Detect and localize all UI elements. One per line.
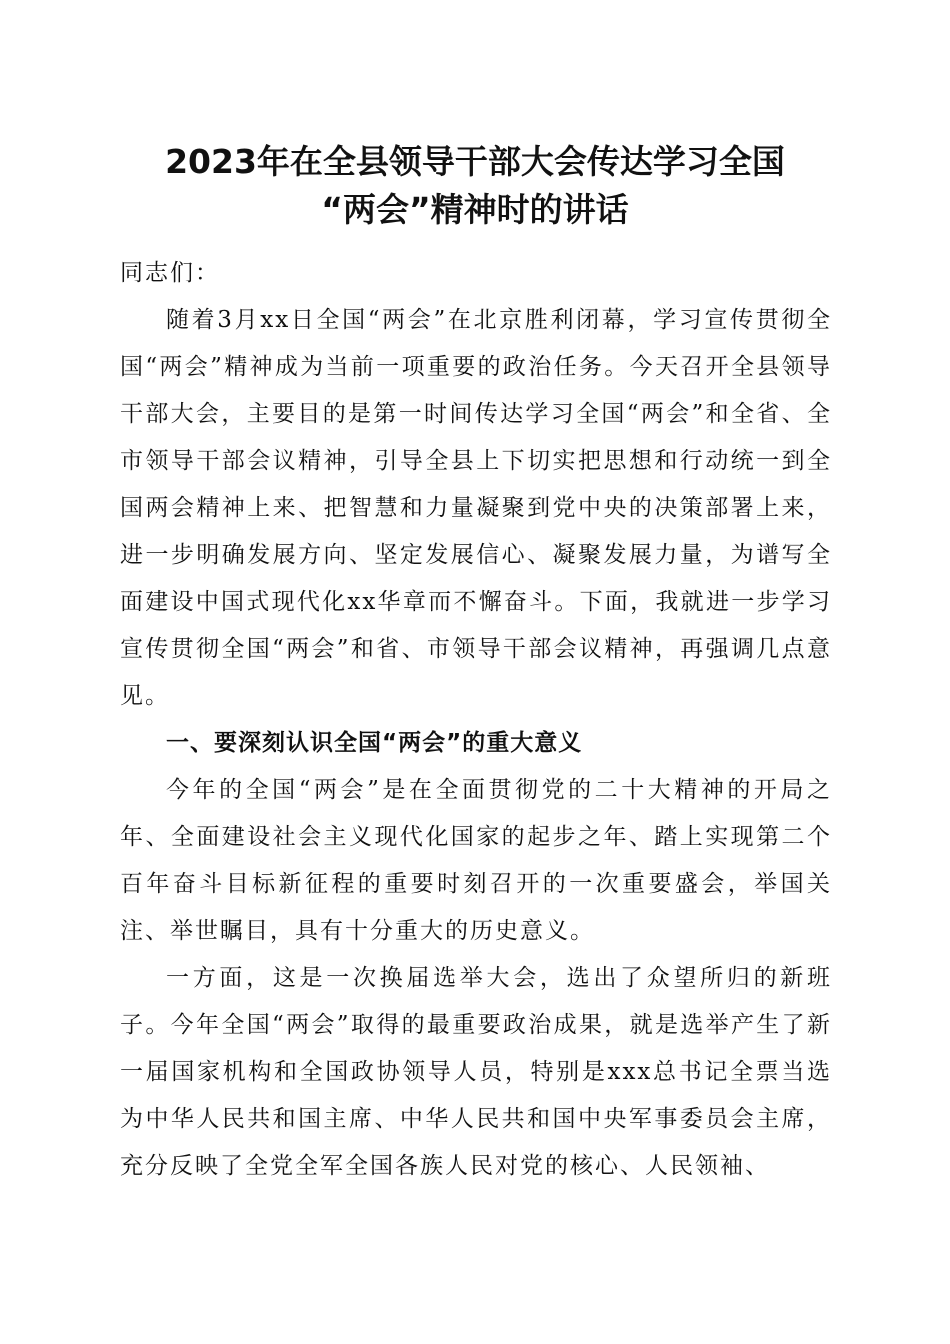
paragraph-2: 今年的全国“两会”是在全面贯彻党的二十大精神的开局之年、全面建设社会主义现代化国家的起步之年、踏上实现第二个百年奋斗目标新征程的重要时刻召开的一次重要盛会，举国关注、举世瞩目，具有十分重大的历史意义。: [120, 777, 832, 944]
paragraph-3: 一方面，这是一次换届选举大会，选出了众望所归的新班子。今年全国“两会”取得的最重要政治成果，就是选举产生了新一届国家机构和全国政协领导人员，特别是xxx总书记全票当选为中华人民共和国主席、中华人民共和国中央军事委员会主席，充分反映了全党全军全国各族人民对党的核心、人民领袖、: [120, 965, 832, 1179]
salutation: 同志们：: [120, 260, 220, 286]
section-heading-1: 一、要深刻认识全国“两会”的重大意义: [166, 730, 583, 756]
title-line-2: “两会”精神时的讲话: [321, 190, 629, 229]
paragraph-1: 随着3月xx日全国“两会”在北京胜利闭幕，学习宣传贯彻全国“两会”精神成为当前一项重要的政治任务。今天召开全县领导干部大会，主要目的是第一时间传达学习全国“两会”和全省、全市领导干部会议精神，引导全县上下切实把思想和行动统一到全国两会精神上来、把智慧和力量凝聚到党中央的决策部署上来，进一步明确发展方向、坚定发展信心、凝聚发展力量，为谱写全面建设中国式现代化xx华章而不懈奋斗。下面，我就进一步学习宣传贯彻全国“两会”和省、市领导干部会议精神，再强调几点意见。: [120, 307, 832, 709]
document-title: [100, 138, 850, 234]
document-body: [120, 250, 832, 1190]
title-line-1: 2023年在全县领导干部大会传达学习全国: [165, 142, 785, 181]
